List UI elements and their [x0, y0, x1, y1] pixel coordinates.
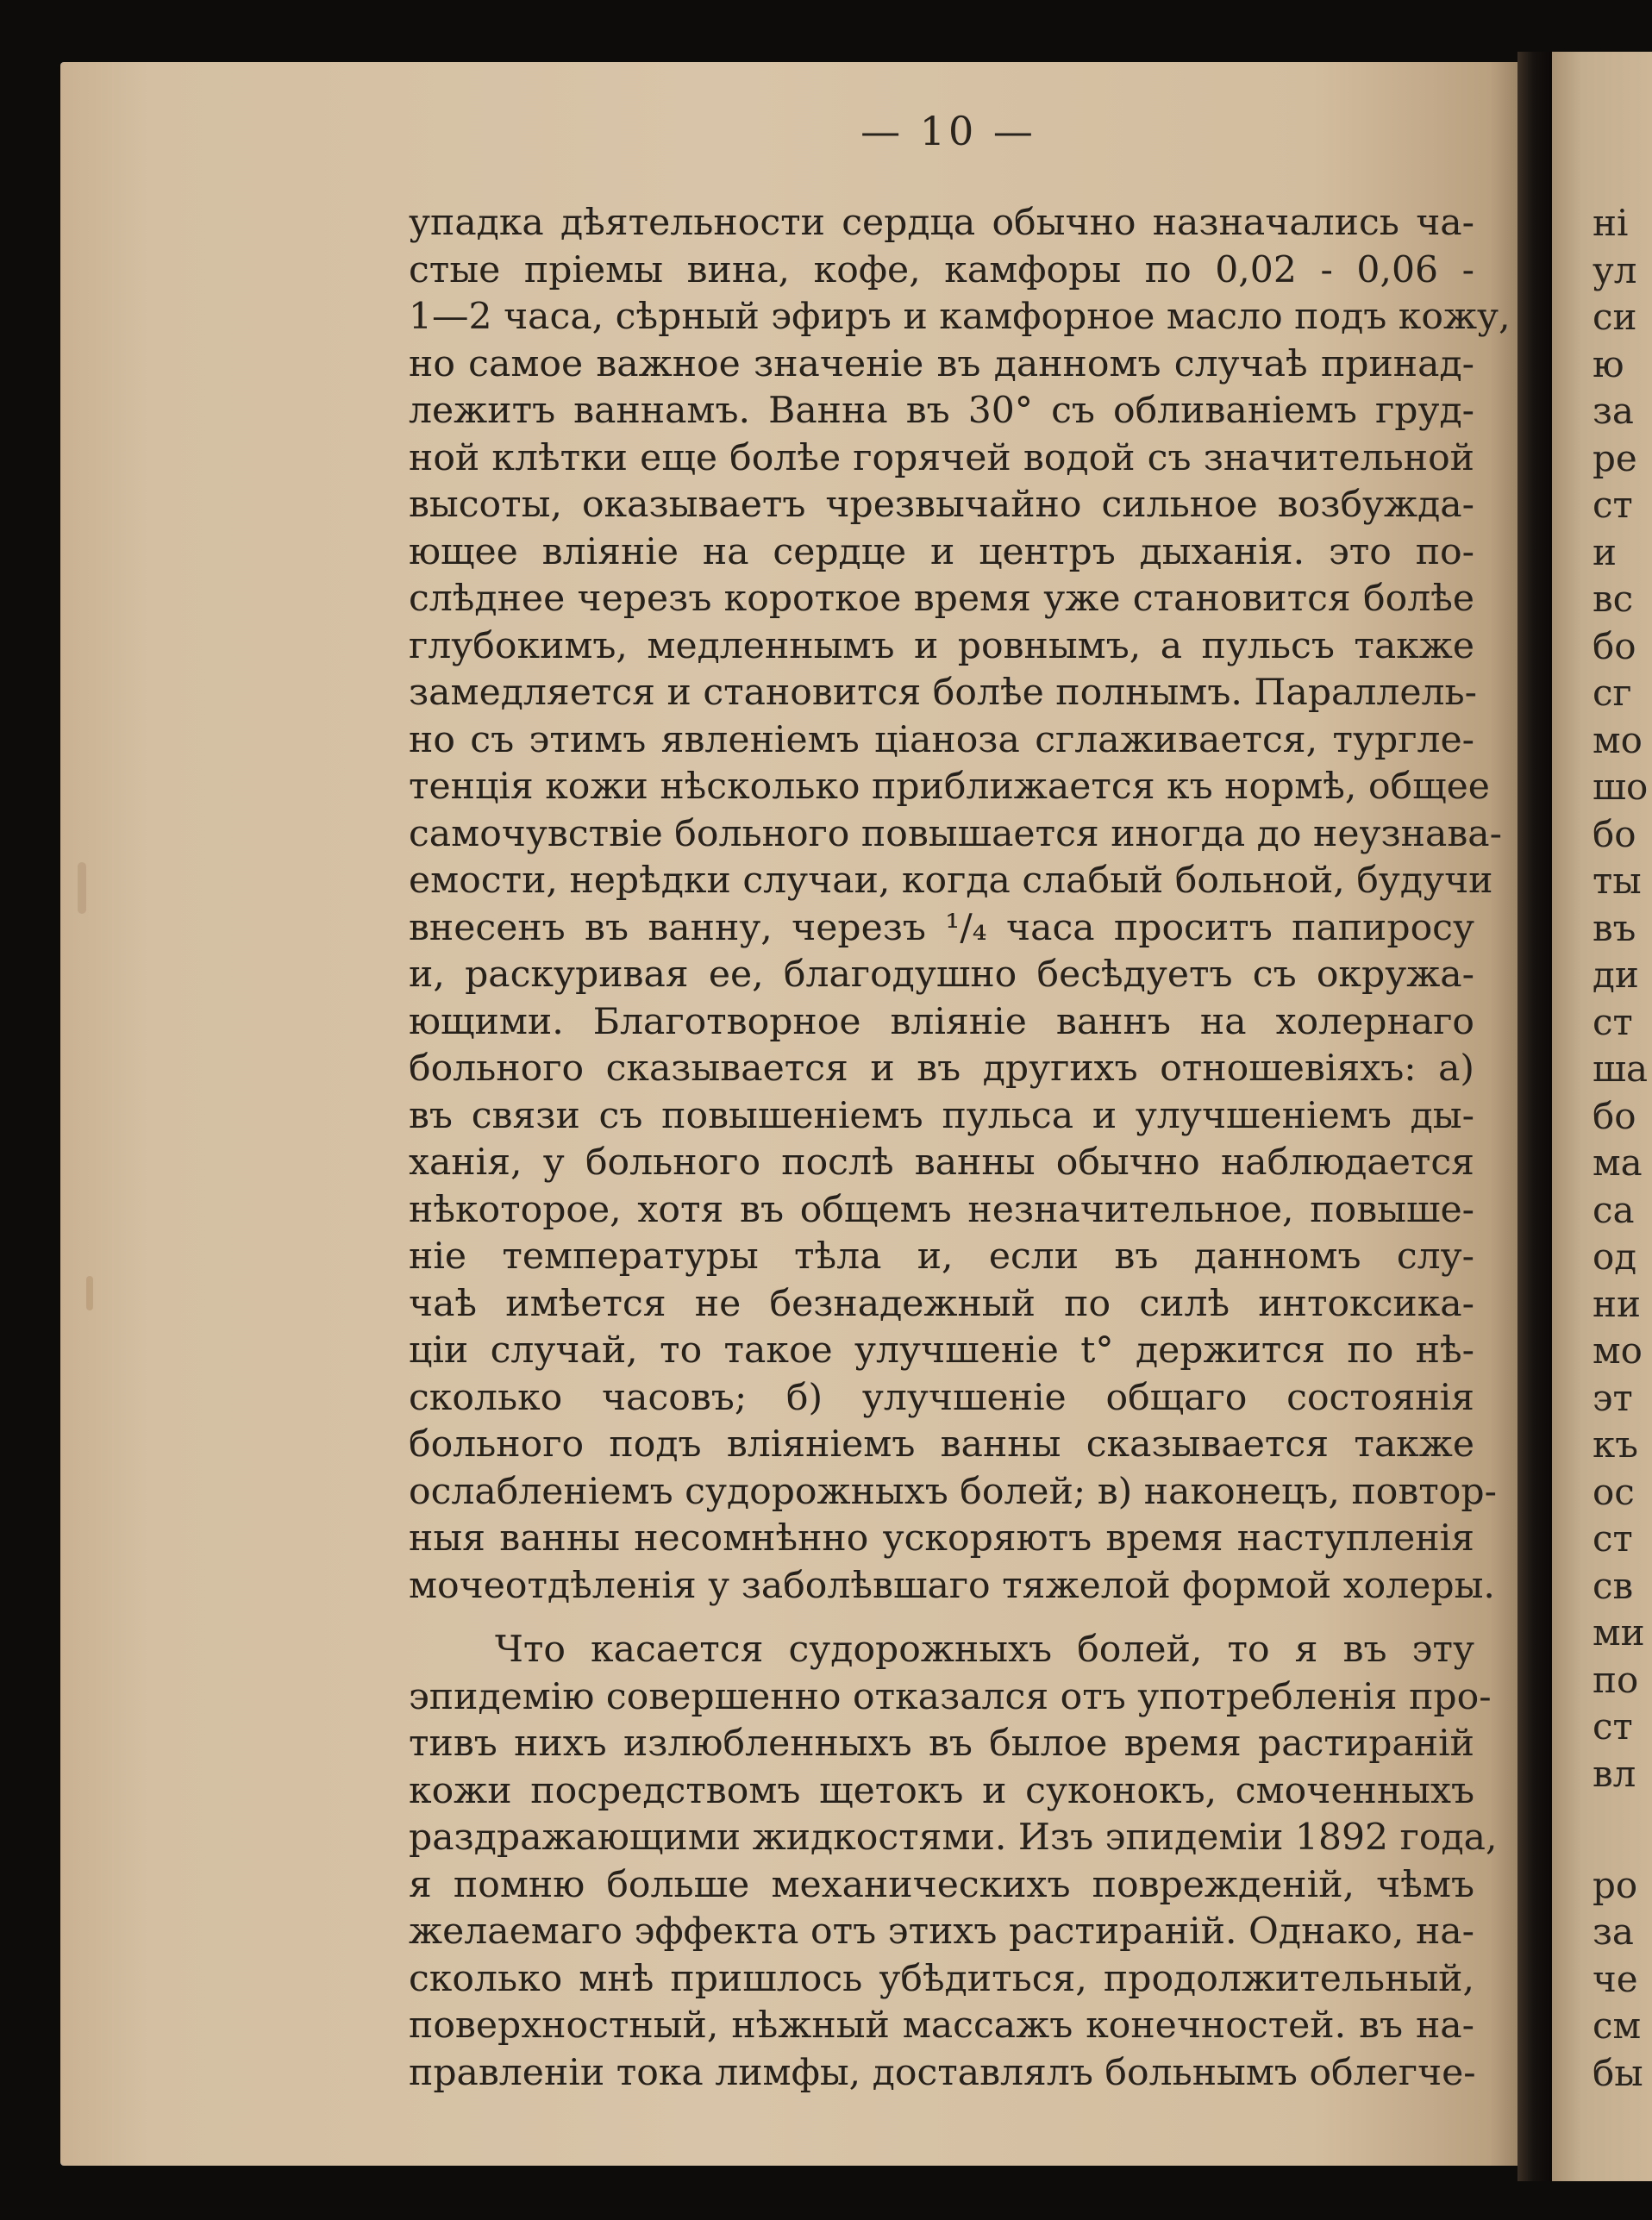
- text-line: лежитъ ваннамъ. Ванна въ 30° съ обливаніемъ груд-: [409, 390, 1474, 432]
- text-line: 1—2 часа, сѣрный эфиръ и камфорное масло подъ кожу,: [409, 296, 1511, 338]
- text-line: высоты, оказываетъ чрезвычайно сильное возбужда-: [409, 484, 1474, 526]
- text-line: поверхностный, нѣжный массажъ конечностей. въ на-: [409, 2004, 1474, 2047]
- text-line: внесенъ въ ванну, черезъ ¹/₄ часа проситъ папиросу: [409, 906, 1474, 949]
- paper-stain: [86, 1276, 93, 1310]
- adjacent-fragment: од: [1593, 1235, 1637, 1278]
- text-line: въ связи съ повышеніемъ пульса и улучшеніемъ ды-: [409, 1094, 1474, 1137]
- text-line: ханія, у больного послѣ ванны обычно наблюдается: [409, 1141, 1474, 1184]
- text-line: самочувствіе больного повышается иногда до неузнава-: [409, 812, 1502, 855]
- adjacent-fragment: за: [1593, 1910, 1634, 1953]
- text-line: сколько мнѣ пришлось убѣдиться, продолжительный,: [409, 1957, 1474, 2000]
- adjacent-fragment: сг: [1593, 672, 1632, 714]
- adjacent-fragment: ст: [1593, 1000, 1633, 1043]
- adjacent-fragment: по: [1593, 1658, 1639, 1701]
- adjacent-fragment: ос: [1593, 1470, 1635, 1513]
- adjacent-fragment: ул: [1593, 248, 1637, 291]
- text-line: чаѣ имѣется не безнадежный по силѣ интоксика-: [409, 1282, 1474, 1325]
- adjacent-fragment: ю: [1593, 342, 1624, 385]
- body-text: [409, 200, 1511, 2097]
- text-line: стые пріемы вина, кофе, камфоры по 0,02 - 0,06 -: [409, 248, 1474, 291]
- adjacent-gap: [1593, 1798, 1652, 1815]
- text-line: эпидемію совершенно отказался отъ употребленія про-: [409, 1675, 1492, 1718]
- adjacent-fragment: за: [1593, 390, 1634, 432]
- adjacent-fragment: ма: [1593, 1141, 1643, 1184]
- text-line: Что касается судорожныхъ болей, то я въ эту: [495, 1629, 1474, 1671]
- text-line: ослабленіемъ судорожныхъ болей; в) наконецъ, повтор-: [409, 1470, 1497, 1513]
- adjacent-fragment: бо: [1593, 624, 1636, 667]
- adjacent-fragment: ни: [1593, 1282, 1641, 1325]
- adjacent-fragment: [1593, 1815, 1652, 1862]
- adjacent-fragment: бо: [1593, 1094, 1636, 1137]
- text-line: кожи посредствомъ щетокъ и суконокъ, смоченныхъ: [409, 1769, 1474, 1812]
- text-line: ніе температуры тѣла и, если въ данномъ слу-: [409, 1235, 1474, 1278]
- text-line: нѣкоторое, хотя въ общемъ незначительное, повыше-: [409, 1188, 1474, 1231]
- text-line: ющее вліяніе на сердце и центръ дыханія. это по-: [409, 530, 1474, 573]
- adjacent-fragment: вс: [1593, 578, 1634, 620]
- text-line: слѣднее черезъ короткое время уже становится болѣе: [409, 578, 1474, 620]
- text-line: я помню больше механическихъ поврежденій, чѣмъ: [409, 1863, 1474, 1906]
- paragraph-2: [409, 1627, 1498, 2097]
- text-line: ныя ванны несомнѣнно ускоряютъ время наступленія: [409, 1517, 1474, 1560]
- adjacent-fragment: мо: [1593, 1329, 1643, 1372]
- paragraph-1: [409, 200, 1511, 1610]
- text-line: емости, нерѣдки случаи, когда слабый больной, будучи: [409, 860, 1493, 902]
- text-line: глубокимъ, медленнымъ и ровнымъ, а пульсъ также: [409, 624, 1474, 667]
- text-line: мочеотдѣленія у заболѣвшаго тяжелой формой холеры.: [409, 1564, 1495, 1607]
- adjacent-fragment: къ: [1593, 1423, 1638, 1466]
- text-line: раздражающими жидкостями. Изъ эпидеміи 1892 года,: [409, 1817, 1498, 1859]
- adjacent-fragments-1: [1593, 200, 1652, 1798]
- adjacent-fragment: ша: [1593, 1047, 1649, 1090]
- paper-stain: [78, 862, 86, 914]
- adjacent-fragment: ст: [1593, 1517, 1633, 1560]
- adjacent-fragment: бы: [1593, 2051, 1643, 2094]
- text-line: больного сказывается и въ другихъ отношевіяхъ: а): [409, 1047, 1474, 1090]
- text-line: ющими. Благотворное вліяніе ваннъ на холернаго: [409, 1000, 1474, 1043]
- text-line: тенція кожи нѣсколько приближается къ нормѣ, общее: [409, 766, 1490, 808]
- adjacent-fragments-2: [1593, 1815, 1652, 2097]
- text-line: упадка дѣятельности сердца обычно назначались ча-: [409, 202, 1474, 244]
- adjacent-fragment: мо: [1593, 718, 1643, 761]
- book-gutter: [1517, 52, 1554, 2181]
- adjacent-fragment: св: [1593, 1564, 1634, 1607]
- text-line: больного подъ вліяніемъ ванны сказывается также: [409, 1423, 1474, 1466]
- adjacent-fragment: эт: [1593, 1376, 1633, 1419]
- text-line: тивъ нихъ излюбленныхъ въ былое время растираній: [409, 1723, 1474, 1765]
- adjacent-fragment: ст: [1593, 484, 1633, 526]
- adjacent-fragment: че: [1593, 1957, 1638, 2000]
- adjacent-fragment: см: [1593, 2004, 1642, 2047]
- adjacent-fragment: шо: [1593, 766, 1649, 808]
- adjacent-fragment: ми: [1593, 1611, 1645, 1654]
- text-line: сколько часовъ; б) улучшеніе общаго состоянія: [409, 1376, 1474, 1419]
- text-line: ной клѣтки еще болѣе горячей водой съ значительной: [409, 436, 1474, 479]
- paragraph-gap: [409, 1610, 1474, 1627]
- adjacent-fragment: ро: [1593, 1863, 1638, 1906]
- text-line: замедляется и становится болѣе полнымъ. Параллель-: [409, 672, 1478, 714]
- adjacent-fragment: ди: [1593, 954, 1639, 996]
- text-line: но съ этимъ явленіемъ ціаноза сглаживается, тургле-: [409, 718, 1474, 761]
- text-line: но самое важное значеніе въ данномъ случаѣ принад-: [409, 342, 1474, 385]
- adjacent-fragment: си: [1593, 296, 1637, 338]
- adjacent-fragment: въ: [1593, 906, 1636, 949]
- adjacent-fragment: бо: [1593, 812, 1636, 855]
- adjacent-fragment: ты: [1593, 860, 1642, 902]
- page-number: — 10 —: [860, 108, 1036, 154]
- text-line: правленіи тока лимфы, доставлялъ больнымъ облегче-: [409, 2051, 1476, 2094]
- adjacent-fragment: ні: [1593, 202, 1629, 244]
- adjacent-fragment: и: [1593, 530, 1617, 573]
- text-line: и, раскуривая ее, благодушно бесѣдуетъ съ окружа-: [409, 954, 1474, 996]
- text-line: желаемаго эффекта отъ этихъ растираній. Однако, на-: [409, 1910, 1474, 1953]
- text-line: ціи случай, то такое улучшеніе t° держится по нѣ-: [409, 1329, 1474, 1372]
- adjacent-fragment: са: [1593, 1188, 1635, 1231]
- adjacent-fragment: вл: [1593, 1752, 1636, 1795]
- adjacent-page-text: [1593, 200, 1652, 2097]
- adjacent-fragment: ре: [1593, 436, 1637, 479]
- adjacent-fragment: ст: [1593, 1705, 1633, 1748]
